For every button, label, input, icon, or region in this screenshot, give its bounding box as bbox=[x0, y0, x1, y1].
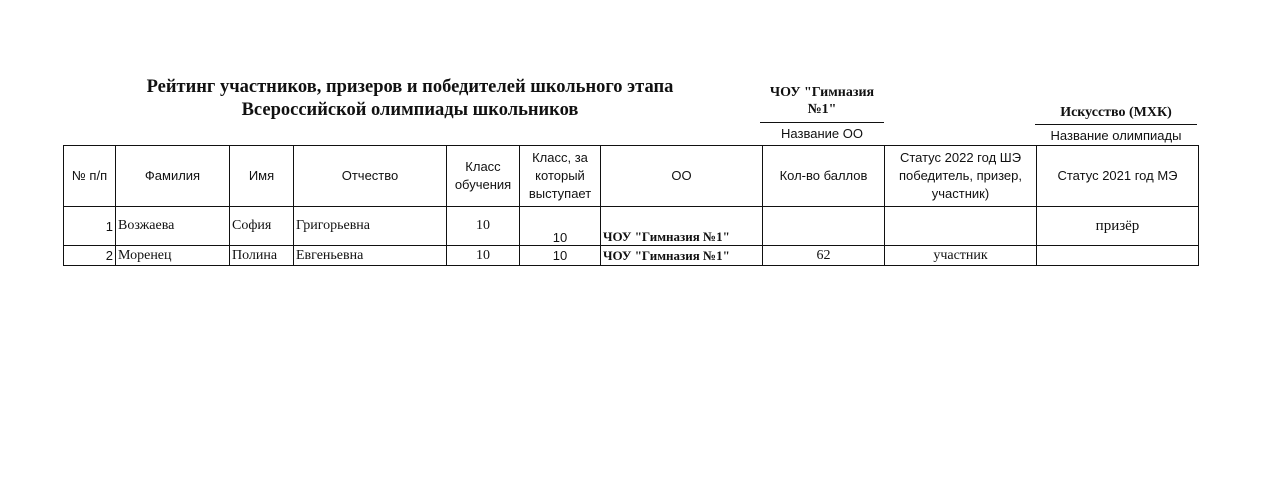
cell-surname: Моренец bbox=[116, 246, 230, 266]
title-line-2: Всероссийской олимпиады школьников bbox=[241, 100, 579, 120]
org-name: ЧОУ "Гимназия №1" bbox=[760, 84, 884, 123]
cell-num: 1 bbox=[64, 207, 116, 246]
cell-status-2021: призёр bbox=[1037, 207, 1199, 246]
org-caption: Название ОО bbox=[781, 126, 863, 141]
table-row bbox=[64, 246, 1199, 266]
cell-name: София bbox=[230, 207, 294, 246]
col-header-grade-for: Класс, за который выступает bbox=[520, 146, 601, 207]
org-block bbox=[760, 84, 884, 142]
document-title bbox=[90, 76, 730, 122]
cell-surname: Возжаева bbox=[116, 207, 230, 246]
rating-table bbox=[63, 145, 1199, 266]
cell-patronymic: Евгеньевна bbox=[294, 246, 447, 266]
olympiad-name: Искусство (МХК) bbox=[1035, 104, 1197, 125]
cell-num: 2 bbox=[64, 246, 116, 266]
col-header-status-2022: Статус 2022 год ШЭ победитель, призер, участник) bbox=[885, 146, 1037, 207]
cell-name: Полина bbox=[230, 246, 294, 266]
cell-grade: 10 bbox=[447, 246, 520, 266]
col-header-school: ОО bbox=[601, 146, 763, 207]
cell-status-2021 bbox=[1037, 246, 1199, 266]
col-header-status-2021: Статус 2021 год МЭ bbox=[1037, 146, 1199, 207]
cell-score bbox=[763, 207, 885, 246]
col-header-name: Имя bbox=[230, 146, 294, 207]
cell-school: ЧОУ "Гимназия №1" bbox=[601, 207, 763, 246]
title-line-1: Рейтинг участников, призеров и победителей школьного этапа bbox=[146, 77, 674, 97]
col-header-patronymic: Отчество bbox=[294, 146, 447, 207]
olympiad-block bbox=[1035, 104, 1197, 144]
table-header-row bbox=[64, 146, 1199, 207]
cell-status-2022 bbox=[885, 207, 1037, 246]
col-header-surname: Фамилия bbox=[116, 146, 230, 207]
cell-grade-for: 10 bbox=[520, 246, 601, 266]
cell-grade: 10 bbox=[447, 207, 520, 246]
col-header-grade: Класс обучения bbox=[447, 146, 520, 207]
cell-status-2022: участник bbox=[885, 246, 1037, 266]
cell-grade-for: 10 bbox=[520, 207, 601, 246]
cell-school: ЧОУ "Гимназия №1" bbox=[601, 246, 763, 266]
cell-patronymic: Григорьевна bbox=[294, 207, 447, 246]
col-header-num: № п/п bbox=[64, 146, 116, 207]
cell-score: 62 bbox=[763, 246, 885, 266]
olympiad-caption: Название олимпиады bbox=[1050, 128, 1182, 143]
col-header-score: Кол-во баллов bbox=[763, 146, 885, 207]
table-row bbox=[64, 207, 1199, 246]
